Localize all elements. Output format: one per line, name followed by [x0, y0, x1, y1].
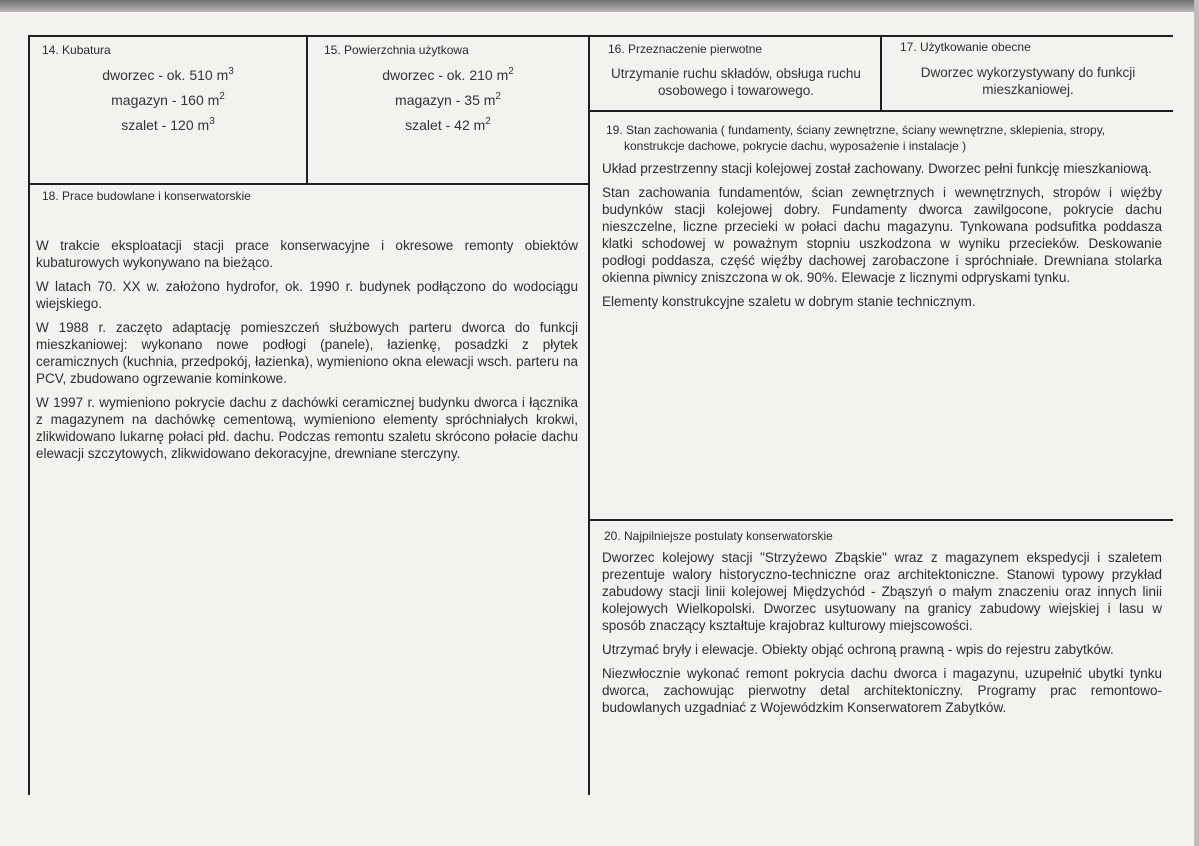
box-18-prace [30, 185, 588, 795]
box-14-label: 14. Kubatura [42, 43, 111, 57]
kubatura-dworzec: dworzec - ok. 510 $m^3$ [102, 66, 234, 83]
box-14-values [30, 63, 306, 138]
powierzchnia-szalet: szalet - 42 $m^2$ [405, 116, 491, 133]
scan-top-edge [0, 0, 1199, 12]
box-16-text: Utrzymanie ruchu składów, obsługa ruchu osobowego i towarowego. [611, 66, 861, 98]
box-20-postulaty [590, 521, 1173, 795]
box-18-label: 18. Prace budowlane i konserwatorskie [42, 189, 251, 203]
box-17-label: 17. Użytkowanie obecne [900, 40, 1031, 54]
box-16-przeznaczenie [590, 37, 880, 110]
scan-right-edge [1194, 0, 1199, 846]
kubatura-szalet: szalet - 120 $m^3$ [121, 116, 215, 133]
box-20-text [602, 549, 1162, 723]
kubatura-magazyn: magazyn - 160 $m^2$ [111, 91, 225, 108]
box-15-label: 15. Powierzchnia użytkowa [324, 43, 469, 57]
box-19-paragraph: Układ przestrzenny stacji kolejowej został zachowany. Dworzec pełni funkcję mieszkaniową. [602, 161, 1152, 176]
box-18-paragraph: W 1988 r. zaczęto adaptację pomieszczeń służbowych parteru dworca do funkcji mieszkaniowej: wykonano nowe podłogi (panele), łazienkę, posadzki z płytek ceramicznych (kuchnia, przedpokój, łazienka), wymieniono okna elewacji wsch. parteru na PCV, zbudowano ogrzewanie kominkowe. [36, 320, 578, 386]
box-15-values [308, 63, 588, 138]
powierzchnia-magazyn: magazyn - 35 $m^2$ [395, 91, 501, 108]
box-16-label: 16. Przeznaczenie pierwotne [608, 42, 763, 56]
box-19-stan-zachowania [590, 112, 1173, 519]
box-18-paragraph: W latach 70. XX w. założono hydrofor, ok. 1990 r. budynek podłączono do wodociągu wiejskiego. [36, 279, 578, 311]
box-19-paragraph: Stan zachowania fundamentów, ścian zewnętrznych i wewnętrznych, stropów i więźby budynków stacji kolejowej dobry. Fundamenty dworca zawilgocone, pokrycie dachu nieszczelne, liczne przecieki w połaci dachu magazynu. Tynkowana podsufitka poddasza klatki schodowej w poważnym stopniu uszkodzona w wyniku przecieków. Deskowanie podłogi poddasza, część więźby dachowej zarobaczone i spróchniałe. Drewniana stolarka okienna piwnicy zniszczona w ok. 90%. Elewacje z licznymi odpryskami tynku. [602, 185, 1162, 285]
box-17-uzytkowanie [882, 37, 1173, 110]
box-19-label-line2: konstrukcje dachowe, pokrycie dachu, wyposażenie i instalacje ) [624, 139, 967, 153]
box-19-label-line1: 19. Stan zachowania ( fundamenty, ściany zewnętrzne, ściany wewnętrzne, sklepienia, stropy, [606, 123, 1106, 137]
box-18-paragraph: W 1997 r. wymieniono pokrycie dachu z dachówki ceramicznej budynku dworca i łącznika z magazynem na dachówkę cementową, wymieniono elementy spróchniałych krokwi, zlikwidowano lukarnę połaci płd. dachu. Podczas remontu szaletu skrócono połacie dachu elewacji szczytowych, zlikwidowano dekoracyjne, drewniane sterczyny. [36, 395, 578, 461]
box-14-kubatura [30, 37, 306, 183]
box-20-label: 20. Najpilniejsze postulaty konserwatorskie [604, 529, 833, 543]
box-19-paragraph: Elementy konstrukcyjne szaletu w dobrym stanie technicznym. [602, 294, 976, 309]
box-15-powierzchnia [308, 37, 588, 183]
box-20-paragraph: Utrzymać bryły i elewacje. Obiekty objąć ochroną prawną - wpis do rejestru zabytków. [602, 642, 1114, 657]
box-20-paragraph: Niezwłocznie wykonać remont pokrycia dachu dworca i magazynu, uzupełnić ubytki tynku dworca, zachowując pierwotny detal architektoniczny. Programy prac remontowo-budowlanych uzgadniać z Wojewódzkim Konserwatorem Zabytków. [602, 666, 1162, 715]
box-18-paragraph: W trakcie eksploatacji stacji prace konserwacyjne i okresowe remonty obiektów kubaturowych wykonywano na bieżąco. [36, 238, 578, 270]
box-17-text: Dworzec wykorzystywany do funkcji mieszkaniowej. [920, 65, 1136, 97]
box-19-text [602, 160, 1162, 317]
box-18-text [36, 237, 578, 469]
box-20-paragraph: Dworzec kolejowy stacji "Strzyżewo Zbąskie" wraz z magazynem ekspedycji i szaletem prezentuje walory historyczno-techniczne oraz architektoniczne. Stanowi typowy przykład zabudowy stacji linii kolejowej Międzychód - Zbąszyń o małym znaczeniu oraz innych linii kolejowych Wielkopolski. Dworzec usytuowany na granicy zabudowy wiejskiej i lasu w sposób znaczący kształtuje krajobraz kulturowy miejscowości. [602, 550, 1162, 633]
powierzchnia-dworzec: dworzec - ok. 210 $m^2$ [382, 66, 514, 83]
